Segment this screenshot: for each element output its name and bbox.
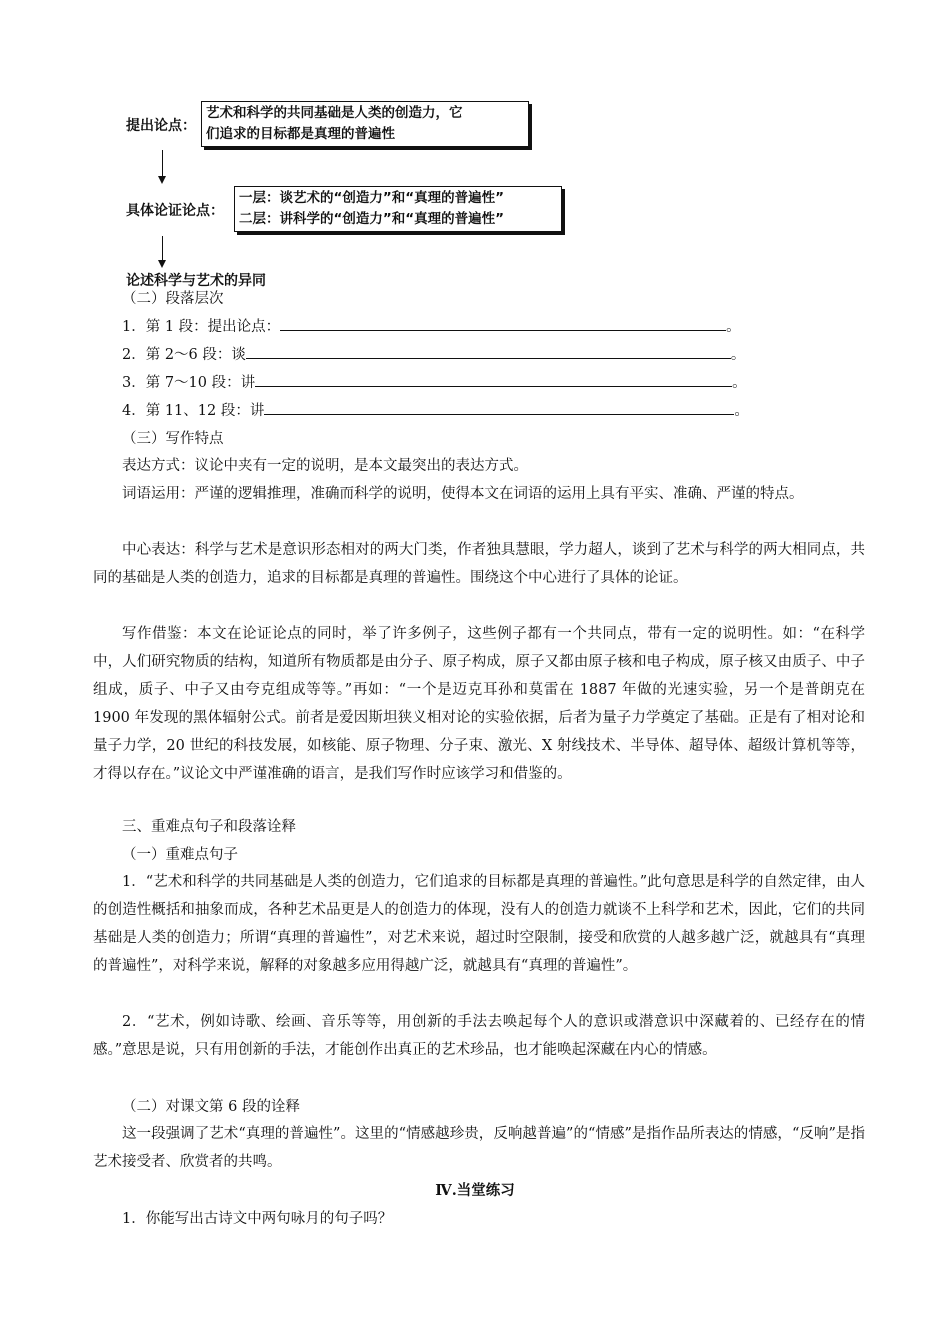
subheading-key-sentences: （一）重难点句子: [122, 847, 238, 863]
arrow-1-line: [162, 150, 163, 178]
paragraph-level-3-prefix: 3．第 7～10 段：讲: [122, 375, 256, 391]
diagram-label-thesis: 提出论点：: [126, 118, 196, 134]
arrow-1-head: [158, 176, 166, 184]
paragraph-level-4-suffix: 。: [734, 403, 749, 419]
section-heading-writing-features: （三）写作特点: [122, 431, 224, 447]
answer-blank-1[interactable]: [280, 316, 726, 331]
paragraph-level-3-suffix: 。: [732, 375, 747, 391]
diagram-label-argument: 具体论证论点：: [126, 203, 224, 219]
part-heading-exercises: Ⅳ.当堂练习: [435, 1182, 515, 1199]
answer-blank-3[interactable]: [255, 372, 732, 387]
exercise-question-1: 1．你能写出古诗文中两句咏月的句子吗？: [122, 1211, 393, 1227]
paragraph-level-2-prefix: 2．第 2～6 段：谈: [122, 347, 246, 363]
section-heading-paragraph-levels: （二）段落层次: [122, 291, 224, 307]
paragraph-level-2: [122, 343, 745, 367]
thesis-box: [201, 101, 529, 147]
answer-blank-2[interactable]: [246, 344, 731, 359]
paragraph-level-3: [122, 371, 747, 395]
paragraph-level-4-prefix: 4．第 11、12 段：讲: [122, 403, 265, 419]
arrow-2-head: [158, 260, 166, 268]
paragraph-level-1: [122, 315, 741, 339]
writing-feature-center: 中心表达：科学与艺术是意识形态相对的两大门类，作者独具慧眼，学力超人，谈到了艺术与科学的两大相同点，共同的基础是人类的创造力，追求的目标都是真理的普遍性。围绕这个中心进行了具体的论证。: [93, 542, 865, 586]
writing-feature-expression: 表达方式：议论中夹有一定的说明，是本文最突出的表达方式。: [122, 458, 528, 474]
argument-box-line-2: 二层：讲科学的“创造力”和“真理的普遍性”: [239, 211, 504, 227]
key-sentence-2: 2．“艺术，例如诗歌、绘画、音乐等等，用创新的手法去唤起每个人的意识或潜意识中深藏着的、已经存在的情感。”意思是说，只有用创新的手法，才能创作出真正的艺术珍品，也才能唤起深藏在内心的情感。: [93, 1014, 865, 1058]
diagram-label-conclusion: 论述科学与艺术的异同: [126, 273, 266, 289]
argument-box-line-1: 一层：谈艺术的“创造力”和“真理的普遍性”: [239, 190, 504, 206]
part-heading-key-points: 三、重难点句子和段落诠释: [122, 819, 296, 835]
thesis-box-line-1: 艺术和科学的共同基础是人类的创造力，它: [206, 105, 463, 121]
answer-blank-4[interactable]: [264, 400, 734, 415]
argument-box: [234, 186, 562, 232]
paragraph-level-1-prefix: 1．第 1 段：提出论点：: [122, 319, 281, 335]
paragraph-6-explanation: 这一段强调了艺术“真理的普遍性”。这里的“情感越珍贵，反响越普遍”的“情感”是指作品所表达的情感，“反响”是指艺术接受者、欣赏者的共鸣。: [93, 1126, 865, 1170]
writing-feature-wording: 词语运用：严谨的逻辑推理，准确而科学的说明，使得本文在词语的运用上具有平实、准确、严谨的特点。: [122, 486, 804, 502]
paragraph-level-4: [122, 399, 749, 423]
paragraph-level-1-suffix: 。: [726, 319, 741, 335]
thesis-box-line-2: 们追求的目标都是真理的普遍性: [206, 126, 395, 142]
writing-feature-reference: 写作借鉴：本文在论证论点的同时，举了许多例子，这些例子都有一个共同点，带有一定的说明性。如：“在科学中，人们研究物质的结构，知道所有物质都是由分子、原子构成，原子又都由原子核和电子构成，原子核又由质子、中子组成，质子、中子又由夸克组成等等。”再如：“一个是迈克耳孙和莫雷在 1887 年做的光速实验，另一个是普朗克在 1900 年发现的黑体辐射公式。前者是爱因斯坦狭义相对论的实验依据，后者为量子力学奠定了基础。正是有了相对论和量子力学，20 世纪的科技发展，如核能、原子物理、分子束、激光、X 射线技术、半导体、超导体、超级计算机等等，才得以存在。”议论文中严谨准确的语言，是我们写作时应该学习和借鉴的。: [93, 626, 865, 782]
subheading-paragraph-6: （二）对课文第 6 段的诠释: [122, 1099, 300, 1115]
arrow-2-line: [162, 236, 163, 262]
paragraph-level-2-suffix: 。: [730, 347, 746, 363]
key-sentence-1: 1．“艺术和科学的共同基础是人类的创造力，它们追求的目标都是真理的普遍性。”此句意思是科学的自然定律，由人的创造性概括和抽象而成，各种艺术品更是人的创造力的体现，没有人的创造力就谈不上科学和艺术，因此，它们的共同基础是人类的创造力；所谓“真理的普遍性”，对艺术来说，超过时空限制，接受和欣赏的人越多越广泛，就越具有“真理的普遍性”，对科学来说，解释的对象越多应用得越广泛，就越具有“真理的普遍性”。: [93, 874, 865, 974]
